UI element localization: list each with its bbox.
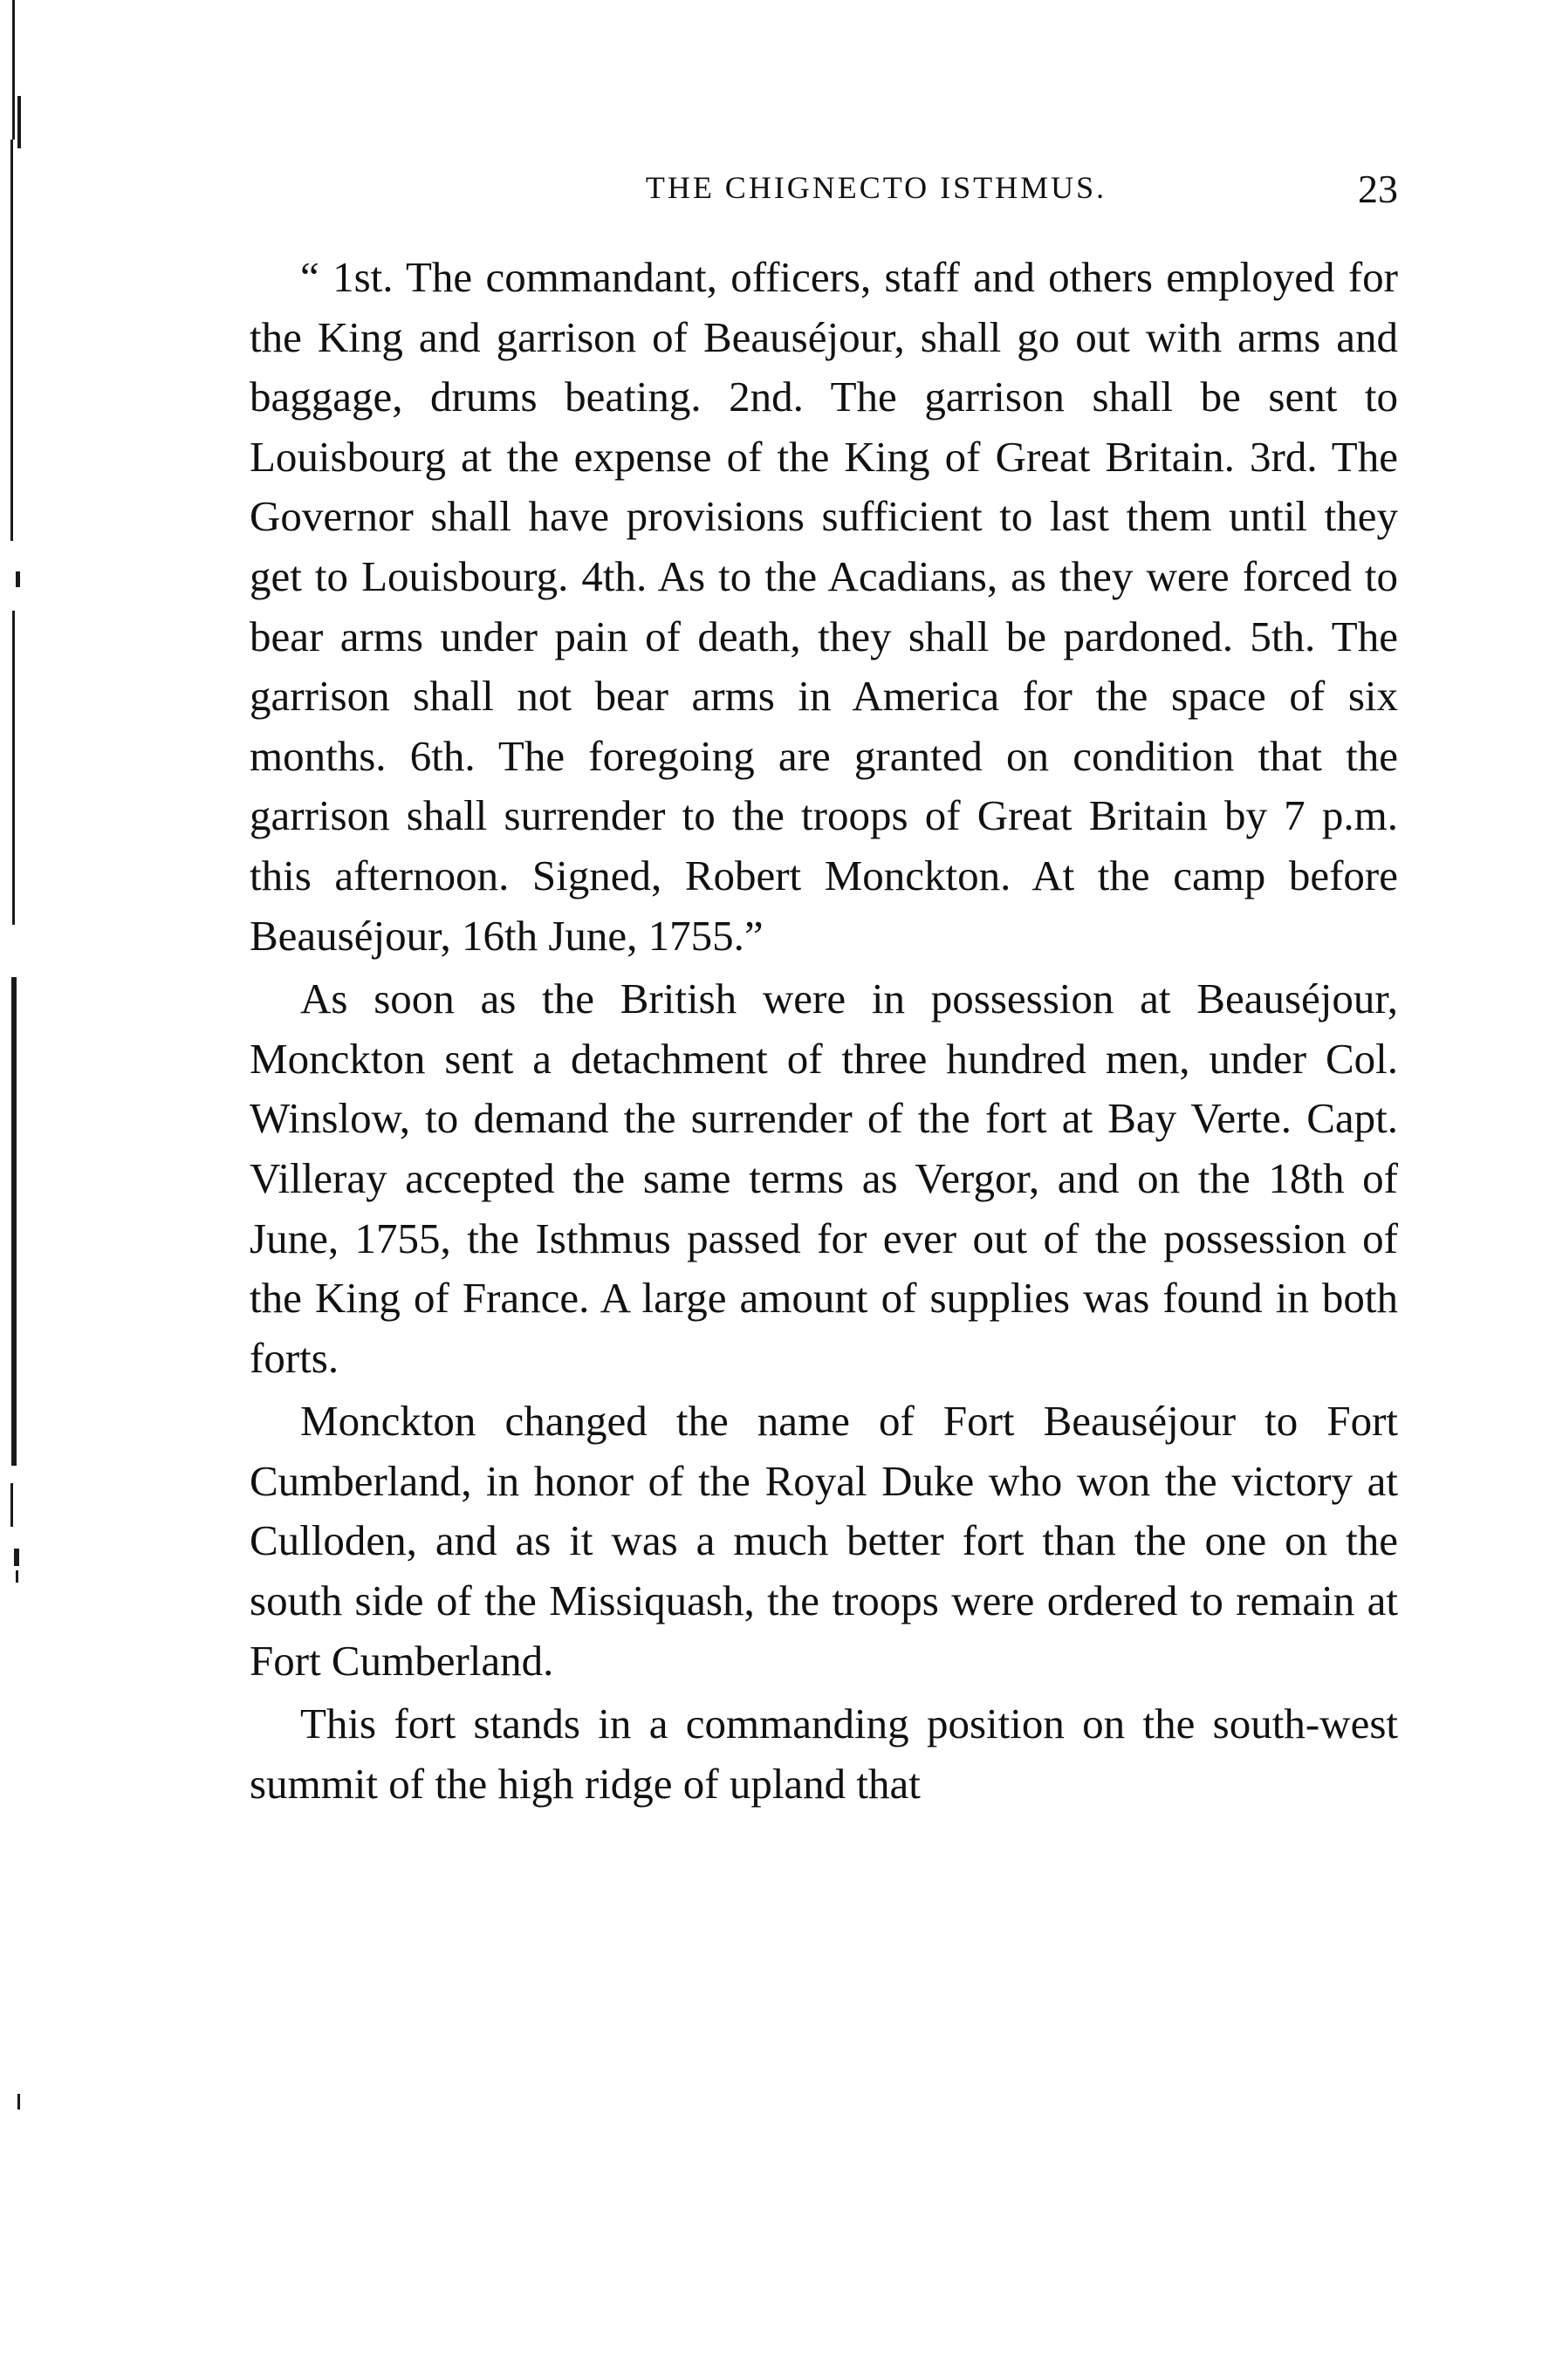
body-text [250,248,1398,1814]
running-title: THE CHIGNECTO ISTHMUS. [645,170,1107,205]
running-head [250,166,1398,227]
paragraph-capitulation-terms: “ 1st. The commandant, officers, staff and others employed for the King and garrison of Beauséjour, shall go out with arms and baggage, drums beating. 2nd. The garrison shall be sent to Louisbourg at the expense of the King of Great Britain. 3rd. The Governor shall have provisions sufficient to last them until they get to Louisbourg. 4th. As to the Acadians, as they were forced to bear arms under pain of death, they shall be pardoned. 5th. The garrison shall not bear arms in America for the space of six months. 6th. The foregoing are granted on condition that the garrison shall surrender to the troops of Great Britain by 7 p.m. this afternoon. Signed, Robert Monckton. At the camp before Beauséjour, 16th June, 1755.” [250,253,1398,960]
paragraph-fort-cumberland: Monckton changed the name of Fort Beauséjour to Fort Cumberland, in honor of the Royal Duke who won the victory at Culloden, and as it was a much better fort than the one on the south side of the Missiquash, the troops were ordered to remain at Fort Cumberland. [250,1397,1398,1685]
page-number: 23 [1358,167,1398,211]
book-page [250,166,1398,1817]
paragraph-bay-verte: As soon as the British were in possession at Beauséjour, Monckton sent a detachment of three hundred men, under Col. Winslow, to demand the surrender of the fort at Bay Verte. Capt. Villeray accepted the same terms as Vergor, and on the 18th of June, 1755, the Isthmus passed for ever out of the possession of the King of France. A large amount of supplies was found in both forts. [250,975,1398,1382]
paragraph-fort-position: This fort stands in a commanding position on the south-west summit of the high ridge of upland that [250,1700,1398,1808]
binding-edge-marks [0,0,35,2380]
